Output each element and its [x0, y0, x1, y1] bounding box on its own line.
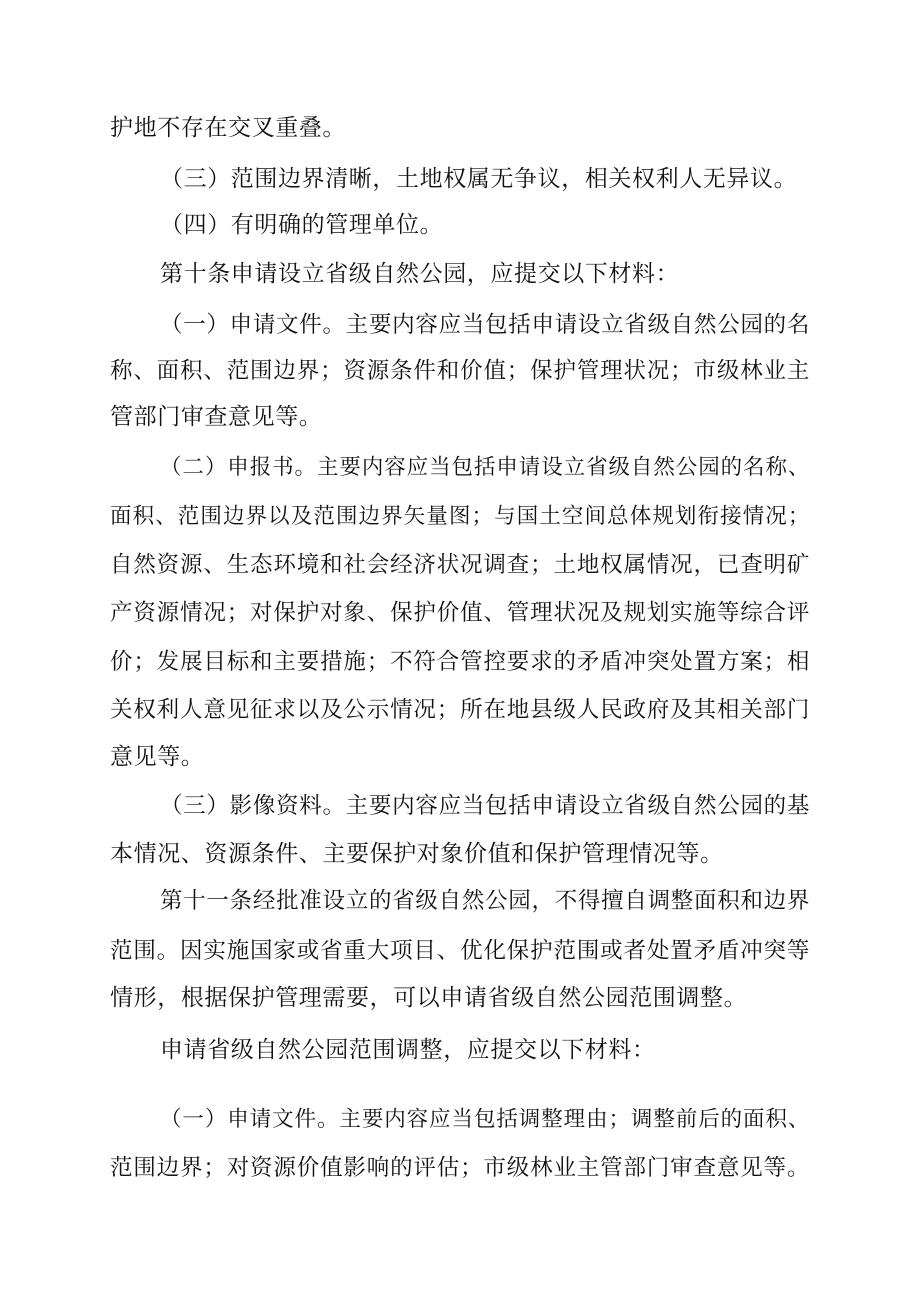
text-line: 第十一条经批准设立的省级自然公园，不得擅自调整面积和边界 [160, 888, 810, 914]
text-line: （三）影像资料。主要内容应当包括申请设立省级自然公园的基 [160, 793, 810, 819]
text-line: 申请省级自然公园范围调整，应提交以下材料： [160, 1037, 656, 1063]
text-line: 情形，根据保护管理需要，可以申请省级自然公园范围调整。 [110, 985, 748, 1011]
text-line: （二）申报书。主要内容应当包括申请设立省级自然公园的名称、 [160, 455, 810, 480]
text-line: （四）有明确的管理单位。 [160, 212, 444, 238]
text-line: 产资源情况；对保护对象、保护价值、管理状况及规划实施等综合评 [110, 600, 810, 626]
text-line: 管部门审查意见等。 [110, 404, 323, 430]
text-line: 自然资源、生态环境和社会经济状况调查；土地权属情况，已查明矿 [110, 552, 810, 578]
text-line: （三）范围边界清晰，土地权属无争议，相关权利人无异议。 [160, 166, 798, 192]
text-line: 关权利人意见征求以及公示情况；所在地县级人民政府及其相关部门 [110, 697, 810, 723]
text-line: 范围边界；对资源价值影响的评估；市级林业主管部门审查意见等。 [110, 1155, 810, 1181]
text-line: 面积、范围边界以及范围边界矢量图；与国土空间总体规划衔接情况； [110, 504, 810, 529]
text-line: （一）申请文件。主要内容应当包括申请设立省级自然公园的名 [160, 312, 810, 338]
text-line: （一）申请文件。主要内容应当包括调整理由；调整前后的面积、 [160, 1107, 810, 1132]
text-line: 称、面积、范围边界；资源条件和价值；保护管理状况；市级林业主 [110, 358, 810, 384]
text-line: 价；发展目标和主要措施；不符合管控要求的矛盾冲突处置方案；相 [110, 649, 810, 675]
text-line: 第十条申请设立省级自然公园，应提交以下材料： [160, 261, 680, 287]
text-line: 本情况、资源条件、主要保护对象价值和保护管理情况等。 [110, 841, 724, 867]
text-line: 范围。因实施国家或省重大项目、优化保护范围或者处置矛盾冲突等 [110, 938, 810, 964]
text-line: 护地不存在交叉重叠。 [110, 115, 346, 141]
text-line: 意见等。 [110, 744, 205, 770]
